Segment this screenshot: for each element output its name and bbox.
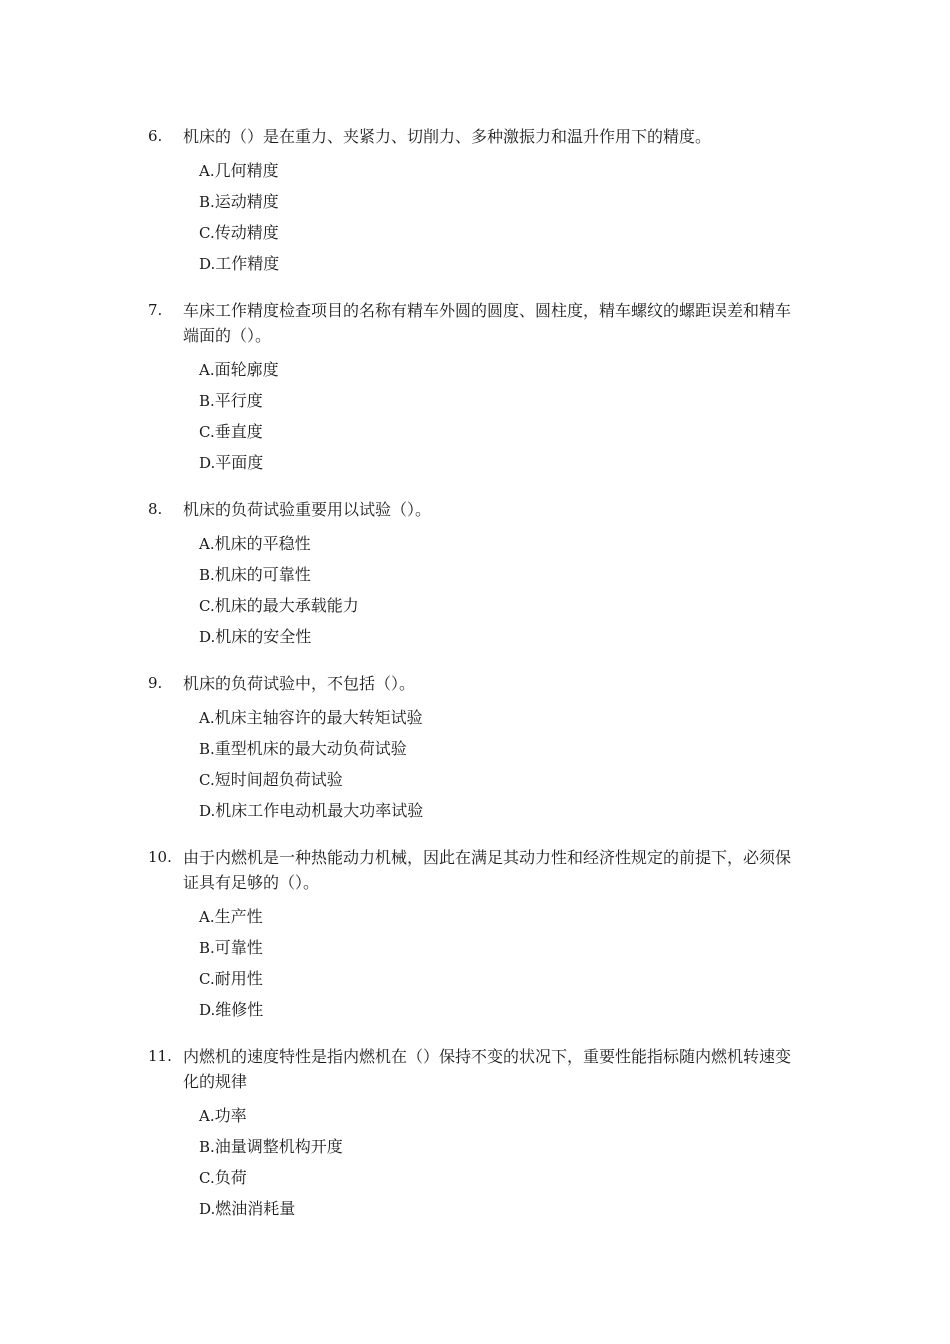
option-letter: C.	[199, 970, 215, 988]
option-letter: D.	[199, 628, 216, 646]
option-c	[0, 416, 950, 447]
option-text: 运动精度	[214, 192, 279, 211]
option-letter: D.	[199, 1001, 216, 1019]
option-text: 功率	[214, 1106, 247, 1125]
option-list	[0, 528, 950, 652]
option-list	[0, 354, 950, 478]
option-letter: B.	[199, 1138, 215, 1156]
question-6	[0, 124, 950, 279]
option-text: 平面度	[215, 453, 264, 472]
option-letter: D.	[199, 255, 216, 273]
question-number: 11.	[148, 1047, 172, 1065]
option-a	[0, 901, 950, 932]
option-letter: B.	[199, 939, 215, 957]
option-b	[0, 733, 950, 764]
option-text: 可靠性	[214, 938, 263, 957]
option-letter: D.	[199, 454, 216, 472]
option-list	[0, 901, 950, 1025]
option-letter: C.	[199, 423, 215, 441]
option-a	[0, 528, 950, 559]
question-number: 10.	[148, 848, 172, 866]
option-list	[0, 155, 950, 279]
question-9	[0, 671, 950, 826]
option-text: 几何精度	[214, 161, 279, 180]
option-b	[0, 559, 950, 590]
option-text: 重型机床的最大动负荷试验	[214, 739, 407, 758]
option-text: 短时间超负荷试验	[214, 770, 343, 789]
option-b	[0, 186, 950, 217]
question-text: 机床的负荷试验中，不包括（）。	[183, 674, 416, 693]
option-a	[0, 1100, 950, 1131]
option-text: 机床的安全性	[215, 627, 312, 646]
option-letter: A.	[199, 908, 215, 926]
option-letter: B.	[199, 193, 215, 211]
option-letter: C.	[199, 771, 215, 789]
question-8	[0, 497, 950, 652]
question-text: 内燃机的速度特性是指内燃机在（）保持不变的状况下，重要性能指标随内燃机转速变化的规律	[183, 1047, 792, 1091]
option-letter: C.	[199, 1169, 215, 1187]
option-text: 传动精度	[214, 223, 279, 242]
option-b	[0, 1131, 950, 1162]
option-letter: B.	[199, 740, 215, 758]
option-text: 垂直度	[214, 422, 263, 441]
option-text: 机床主轴容许的最大转矩试验	[214, 708, 423, 727]
option-letter: C.	[199, 597, 215, 615]
option-d	[0, 994, 950, 1025]
option-text: 机床的最大承载能力	[214, 596, 359, 615]
option-a	[0, 702, 950, 733]
option-c	[0, 590, 950, 621]
option-b	[0, 385, 950, 416]
option-list	[0, 1100, 950, 1224]
option-text: 平行度	[214, 391, 263, 410]
option-c	[0, 963, 950, 994]
option-d	[0, 248, 950, 279]
question-number: 8.	[148, 500, 163, 518]
option-letter: C.	[199, 224, 215, 242]
option-letter: A.	[199, 535, 215, 553]
option-d	[0, 1193, 950, 1224]
option-c	[0, 764, 950, 795]
option-text: 机床的平稳性	[214, 534, 311, 553]
option-text: 维修性	[215, 1000, 264, 1019]
option-text: 油量调整机构开度	[214, 1137, 343, 1156]
option-d	[0, 795, 950, 826]
option-a	[0, 354, 950, 385]
question-number: 6.	[148, 127, 163, 145]
option-d	[0, 447, 950, 478]
option-c	[0, 1162, 950, 1193]
option-c	[0, 217, 950, 248]
option-text: 面轮廓度	[214, 360, 279, 379]
option-text: 生产性	[214, 907, 263, 926]
option-a	[0, 155, 950, 186]
option-text: 工作精度	[215, 254, 280, 273]
option-d	[0, 621, 950, 652]
option-letter: A.	[199, 162, 215, 180]
question-number: 9.	[148, 674, 163, 692]
option-text: 燃油消耗量	[215, 1199, 296, 1218]
option-letter: B.	[199, 566, 215, 584]
option-text: 机床的可靠性	[214, 565, 311, 584]
option-letter: D.	[199, 802, 216, 820]
question-number: 7.	[148, 301, 163, 319]
option-letter: A.	[199, 709, 215, 727]
option-letter: A.	[199, 1107, 215, 1125]
option-text: 耐用性	[214, 969, 263, 988]
question-text: 由于内燃机是一种热能动力机械，因此在满足其动力性和经济性规定的前提下，必须保证具有足够的（）。	[183, 848, 792, 892]
option-list	[0, 702, 950, 826]
option-letter: B.	[199, 392, 215, 410]
question-11	[0, 1044, 950, 1224]
question-text: 机床的负荷试验重要用以试验（）。	[183, 500, 432, 519]
question-text: 车床工作精度检查项目的名称有精车外圆的圆度、圆柱度，精车螺纹的螺距误差和精车端面的（）。	[183, 301, 792, 345]
option-text: 负荷	[214, 1168, 247, 1187]
option-letter: A.	[199, 361, 215, 379]
question-text: 机床的（）是在重力、夹紧力、切削力、多种激振力和温升作用下的精度。	[183, 127, 712, 146]
option-letter: D.	[199, 1200, 216, 1218]
question-7	[0, 298, 950, 478]
question-10	[0, 845, 950, 1025]
option-text: 机床工作电动机最大功率试验	[215, 801, 424, 820]
option-b	[0, 932, 950, 963]
